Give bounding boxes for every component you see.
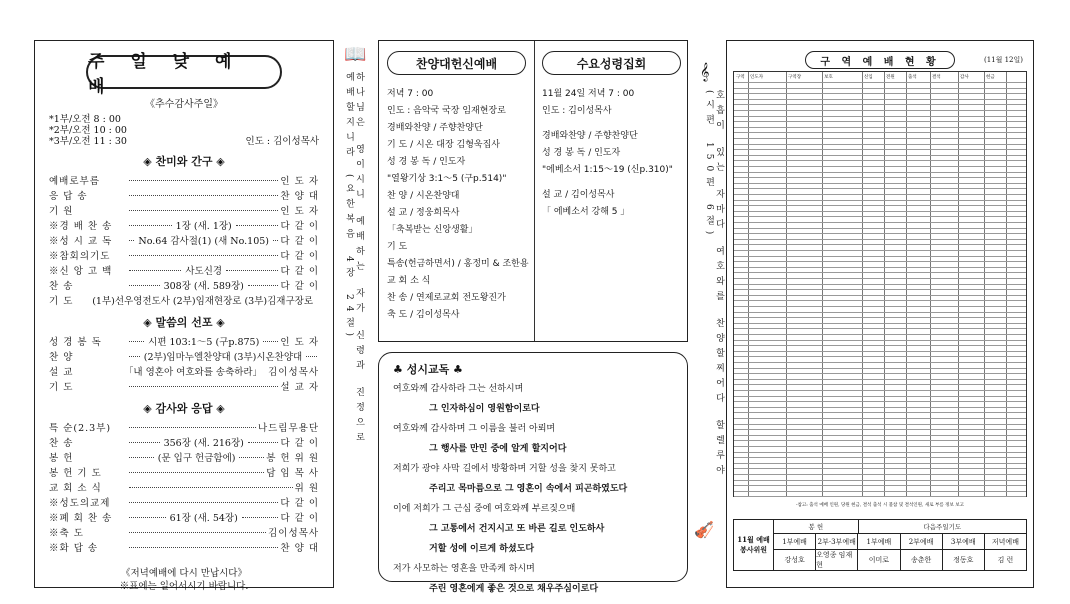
service-times (49, 114, 319, 147)
responsive-verse: 이에 저희가 그 근심 중에 여호와께 부르짖으매 (393, 504, 576, 514)
order-detail: 「내 영혼아 여호와를 송축하라」 (123, 367, 263, 378)
worship-order-row (49, 364, 319, 379)
table-row-line (734, 418, 1026, 419)
vertical-word: 하나님은 (354, 72, 364, 132)
table-row-line (734, 412, 1026, 413)
worship-order-row (49, 218, 319, 233)
volunteer-name: 강성호 (774, 550, 816, 570)
order-label: ※축 도 (49, 528, 84, 539)
table-header-cell: 헌금 (986, 75, 995, 80)
wednesday-service-line: 경배와찬양 / 주향찬양단 (542, 131, 638, 141)
order-label: 찬 송 (49, 438, 74, 449)
order-label: 설 교 (49, 367, 74, 378)
evening-service-line: 특송(헌금하면서) / 홍정미 & 조한용 (387, 259, 529, 269)
table-row-line (734, 317, 1026, 318)
order-person: 다 같 이 (280, 221, 320, 232)
dot-leader (129, 270, 181, 271)
table-row-line (734, 272, 1026, 273)
order-label: 기 도 (49, 296, 74, 307)
volunteer-role: 1부예배 (858, 534, 900, 549)
table-row-line (734, 334, 1026, 335)
order-label: ※화 답 송 (49, 543, 99, 554)
order-detail: 시편 103:1～5 (구p.875) (148, 337, 260, 348)
table-row-line (734, 172, 1026, 173)
table-header-cell: 구역 (736, 75, 745, 80)
vertical-word: (요한복음 (344, 174, 354, 244)
evening-service-line: 「축복받는 신앙생활」 (387, 225, 478, 235)
table-row-line (734, 233, 1026, 234)
table-row-line (734, 300, 1026, 301)
worship-order-row (49, 293, 319, 308)
dot-leader (273, 240, 278, 241)
volunteer-role: 3부예배 (943, 534, 985, 549)
dot-leader (129, 457, 154, 458)
order-person: 인 도 자 (280, 176, 319, 187)
time-1: *1부/오전 8 : 00 (49, 114, 121, 125)
wednesday-service-line: "에베소서 1:15～19 (신p.310)" (542, 165, 673, 175)
table-row-line (734, 362, 1026, 363)
table-row-line (734, 424, 1026, 425)
wednesday-service-column (534, 41, 689, 234)
table-row-line (734, 345, 1026, 346)
order-person: 다 같 이 (280, 236, 319, 247)
order-of-worship (49, 153, 319, 555)
wednesday-service-title: 수요성령집회 (542, 51, 681, 75)
worship-order-row (49, 203, 319, 218)
order-person: 김이성목사 (268, 528, 319, 539)
order-detail: (2부)임마누엘찬양대 (3부)시온찬양대 (143, 352, 303, 363)
dot-leader (306, 356, 317, 357)
table-row-line (734, 138, 1026, 139)
table-row-line (734, 446, 1026, 447)
worship-order-row (49, 379, 319, 394)
worship-order-row (49, 278, 319, 293)
table-row-line (734, 440, 1026, 441)
table-row-line (734, 368, 1026, 369)
order-label: ※폐 회 찬 송 (49, 513, 113, 524)
bible-icon: 📖 (344, 44, 367, 65)
worship-order-row (49, 248, 319, 263)
table-row-line (734, 82, 1026, 83)
order-label: 봉 헌 (49, 453, 74, 464)
table-row-line (734, 429, 1026, 430)
table-row-line (734, 160, 1026, 161)
responsive-reading-panel (378, 352, 688, 594)
time-3: *3부/오전 11 : 30 (49, 136, 127, 147)
table-row-line (734, 149, 1026, 150)
table-row-line (734, 435, 1026, 436)
table-header-cell: 인도자 (750, 75, 764, 80)
wednesday-service-line: 11월 24일 저녁 7 : 00 (542, 89, 635, 99)
order-label: ※참회의기도 (49, 251, 111, 262)
table-header-cell: 감사 (960, 75, 969, 80)
worship-order-row (49, 435, 319, 450)
responsive-verse: 주리고 목마름으로 그 영혼이 속에서 피곤하였도다 (429, 484, 628, 494)
dot-leader (239, 457, 264, 458)
sunday-service-panel (34, 40, 334, 592)
wednesday-service-line: 「 에베소서 강해 5 」 (542, 207, 630, 217)
wednesday-service-line: 인도 : 김이성목사 (542, 106, 612, 116)
responsive-verse: 주린 영혼에게 좋은 것으로 채우주심이로다 (429, 584, 599, 594)
worship-order-row (49, 495, 319, 510)
order-label: 봉 헌 기 도 (49, 468, 102, 479)
table-row-line (734, 328, 1026, 329)
volunteer-role: 2부·3부예배 (816, 534, 858, 549)
table-row-line (734, 110, 1026, 111)
worship-order-row (49, 334, 319, 349)
order-person: 다 같 이 (280, 498, 319, 509)
dot-leader (129, 547, 278, 548)
worship-order-row (49, 188, 319, 203)
dot-leader (129, 532, 266, 533)
dot-leader (129, 502, 278, 503)
cell-group-status-panel (726, 40, 1034, 588)
dot-leader (129, 180, 278, 181)
volunteer-role: 2부예배 (901, 534, 943, 549)
dot-leader (129, 427, 256, 428)
worship-order-row (49, 173, 319, 188)
worship-order-row (49, 263, 319, 278)
order-detail: 1장 (새. 1장) (175, 221, 232, 232)
evening-service-line: 기 도 (387, 242, 408, 252)
table-header-cell: 구역장 (788, 75, 802, 80)
order-detail: 308장 (새. 589장) (163, 281, 244, 292)
evening-service-line: 축 도 / 김이성목사 (387, 310, 460, 320)
dot-leader (263, 341, 278, 342)
dot-leader (129, 225, 172, 226)
order-label: ※성도의교제 (49, 498, 111, 509)
table-row-line (734, 88, 1026, 89)
responsive-verse: 여호와께 감사하라 그는 선하시며 (393, 384, 524, 394)
volunteer-name: 이미로 (858, 550, 900, 570)
order-person: 다 같 이 (280, 438, 320, 449)
evening-service-line: "열왕기상 3:1～5 (구p.514)" (387, 174, 507, 184)
table-row-line (734, 211, 1026, 212)
table-row-line (734, 295, 1026, 296)
order-person: 찬 양 대 (280, 543, 319, 554)
table-row-line (734, 323, 1026, 324)
table-row-line (734, 474, 1026, 475)
dot-leader (129, 356, 140, 357)
responsive-verse: 거할 성에 이르게 하셨도다 (429, 544, 535, 554)
volunteer-name: 오영종 임재현 (816, 550, 858, 570)
table-row-line (734, 396, 1026, 397)
cell-group-table (733, 71, 1027, 497)
evening-service-line: 찬 양 / 시온찬양대 (387, 191, 460, 201)
worship-order-row (49, 540, 319, 555)
order-detail: No.64 감사절(1) (새 No.105) (138, 236, 270, 247)
table-row-line (734, 390, 1026, 391)
table-row-line (734, 250, 1026, 251)
order-label: ※신 앙 고 백 (49, 266, 113, 277)
table-row-line (734, 356, 1026, 357)
volunteer-table (733, 519, 1027, 571)
table-row-line (734, 480, 1026, 481)
time-2: *2부/오전 10 : 00 (49, 125, 127, 136)
table-row-line (734, 340, 1026, 341)
table-row-line (734, 457, 1026, 458)
sunday-service-title: 주 일 낮 예 배 (86, 55, 282, 89)
section-title: ◈ 감사와 응답 ◈ (143, 402, 225, 415)
evening-service-line: 성 경 봉 독 / 인도자 (387, 157, 466, 167)
table-row-line (734, 312, 1026, 313)
dot-leader (242, 517, 279, 518)
table-row-line (734, 228, 1026, 229)
order-detail: 사도신경 (185, 266, 223, 277)
footer-note (49, 567, 319, 593)
vertical-word: 예배할지니라 (344, 72, 354, 162)
service-leader: 인도 : 김이성목사 (245, 136, 319, 147)
table-row-line (734, 132, 1026, 133)
vertical-word: 24절) (344, 294, 354, 343)
vertical-word: 4장 (344, 255, 354, 283)
wednesday-service-line: 성 경 봉 독 / 인도자 (542, 148, 621, 158)
table-row-line (734, 183, 1026, 184)
service-subtitle: 《추수감사주일》 (145, 99, 223, 110)
order-label: ※성 시 교 독 (49, 236, 113, 247)
dot-leader (129, 442, 160, 443)
worship-order-row (49, 525, 319, 540)
table-note: -참고: 출석 예배 인원, 당원 현금, 결석 출석 시 불참 및 결석인원, 새로 부름 정보 보고 (796, 503, 964, 508)
order-detail: (1부)선우영전도사 (2부)임재현장로 (3부)김재구장로 (92, 296, 313, 307)
vertical-word: 할렐루야 (714, 420, 724, 480)
table-row-line (734, 194, 1026, 195)
table-row-line (734, 127, 1026, 128)
scripture-vertical-left (344, 72, 364, 552)
worship-order-row (49, 420, 319, 435)
order-person: 위 원 (294, 483, 319, 494)
vertical-word: 여호와를 (714, 246, 724, 306)
volunteer-name: 정동호 (943, 550, 985, 570)
vertical-word: 6절) (704, 203, 714, 240)
order-person: 나드림무용단 (257, 423, 319, 434)
table-header-cell: 신입 (864, 75, 873, 80)
prayer-header: 다음주일기도 (923, 523, 962, 531)
table-row-line (734, 121, 1026, 122)
evening-service-line: 인도 : 음악국 국장 임재현장로 (387, 106, 506, 116)
table-row-line (734, 306, 1026, 307)
vertical-word: (시편 (704, 90, 714, 130)
worship-order-row (49, 465, 319, 480)
table-row-line (734, 244, 1026, 245)
cell-group-title: 구 역 예 배 현 황 (805, 51, 955, 69)
table-row-line (734, 284, 1026, 285)
worship-order-row (49, 233, 319, 248)
table-row-line (734, 379, 1026, 380)
order-label: 찬 양 (49, 352, 74, 363)
evening-services-panel (378, 40, 688, 342)
dot-leader (248, 285, 279, 286)
table-row-line (734, 200, 1026, 201)
table-row-line (734, 289, 1026, 290)
responsive-verse: 저가 사모하는 영혼을 만족케 하시며 (393, 564, 535, 574)
table-row-line (734, 216, 1026, 217)
section-title: ◈ 찬미와 간구 ◈ (143, 155, 225, 168)
dot-leader (129, 487, 293, 488)
evening-service-column (379, 41, 534, 337)
responsive-verse: 그 인자하심이 영원함이로다 (429, 404, 540, 414)
table-row-line (734, 256, 1026, 257)
table-row-line (734, 496, 1026, 497)
table-row-line (734, 351, 1026, 352)
order-detail: 61장 (새. 54장) (169, 513, 238, 524)
table-row-line (734, 116, 1026, 117)
table-header-cell: 결석 (932, 75, 941, 80)
dot-leader (129, 285, 160, 286)
worship-order-row (49, 510, 319, 525)
dot-leader (129, 240, 134, 241)
dot-leader (129, 386, 278, 387)
footer-line-2: ※표에는 일어서시기 바랍니다. (119, 581, 249, 592)
vertical-word: 150편 (704, 141, 714, 192)
table-row-line (734, 278, 1026, 279)
table-header-cell: 출석 (908, 75, 917, 80)
table-header-cell: 보호 (824, 75, 833, 80)
order-person: 인 도 자 (280, 337, 319, 348)
order-label: 예배로부름 (49, 176, 100, 187)
table-row-line (734, 188, 1026, 189)
table-row-line (734, 155, 1026, 156)
table-row-line (734, 166, 1026, 167)
order-label: 찬 송 (49, 281, 74, 292)
table-row-line (734, 267, 1026, 268)
table-row-line (734, 99, 1026, 100)
table-row-line (734, 452, 1026, 453)
vertical-word: 자마다 (714, 189, 724, 234)
worship-order-row (49, 349, 319, 364)
volunteer-name: 김 런 (997, 556, 1014, 564)
footer-line-1: 《저녁예배에 다시 만납시다》 (121, 568, 247, 579)
dot-leader (129, 472, 264, 473)
volunteer-role: 저녁예배 (991, 537, 1019, 546)
vertical-word: 신령과 (354, 330, 364, 375)
order-label: ※경 배 찬 송 (49, 221, 113, 232)
dot-leader (129, 255, 278, 256)
evening-service-line: 기 도 / 시온 대장 김형욱집사 (387, 140, 500, 150)
table-row-line (734, 177, 1026, 178)
vertical-word: 있는 (714, 147, 724, 177)
order-label: 교 회 소 식 (49, 483, 102, 494)
vertical-word: 영이시니 (354, 144, 364, 204)
evening-service-line: 저녁 7 : 00 (387, 89, 434, 99)
dot-leader (248, 442, 279, 443)
table-row-line (734, 144, 1026, 145)
table-row-line (734, 485, 1026, 486)
evening-service-line: 설 교 / 정웅희목사 (387, 208, 460, 218)
order-label: 기 도 (49, 382, 74, 393)
table-row-line (734, 261, 1026, 262)
table-row-line (734, 239, 1026, 240)
order-label: 응 답 송 (49, 191, 88, 202)
wednesday-service-line: 설 교 / 김이성목사 (542, 190, 615, 200)
table-row-line (734, 205, 1026, 206)
order-person: 인 도 자 (280, 206, 319, 217)
order-person: 다 같 이 (280, 513, 320, 524)
evening-service-line: 경배와찬양 / 주향찬양단 (387, 123, 483, 133)
vertical-word: 호흡이 (714, 90, 724, 135)
violin-icon: 🎻 (694, 520, 714, 539)
table-row-line (734, 384, 1026, 385)
evening-service-line: 교 회 소 식 (387, 276, 431, 286)
vertical-word: 예배하는 (354, 216, 364, 276)
dot-leader (226, 270, 278, 271)
table-header-cell: 전원 (886, 75, 895, 80)
table-row-line (734, 468, 1026, 469)
report-date: (11월 12일) (983, 56, 1023, 64)
offering-header: 봉 헌 (774, 520, 859, 533)
responsive-reading-title: ♣ 성시교독 ♣ (393, 363, 463, 376)
order-label: 성 경 봉 독 (49, 337, 102, 348)
dot-leader (129, 517, 166, 518)
volunteer-name: 송춘한 (901, 550, 943, 570)
order-person: 담 임 목 사 (266, 468, 319, 479)
order-person: 설 교 자 (280, 382, 319, 393)
music-note-icon: 𝄞 (700, 62, 710, 81)
table-row-line (734, 93, 1026, 94)
order-person: 다 같 이 (280, 281, 320, 292)
dot-leader (129, 210, 278, 211)
volunteer-role: 1부예배 (774, 534, 816, 549)
worship-order-row (49, 480, 319, 495)
worship-order-row (49, 450, 319, 465)
order-person: 다 같 이 (280, 251, 319, 262)
order-person: 다 같 이 (280, 266, 320, 277)
dot-leader (129, 341, 144, 342)
table-row-line (734, 104, 1026, 105)
responsive-verse: 저희가 광야 사막 길에서 방황하며 거할 성을 찾지 못하고 (393, 464, 616, 474)
responsive-verse: 그 행사를 만민 중에 알게 할지어다 (429, 444, 567, 454)
section-title: ◈ 말씀의 선포 ◈ (143, 316, 225, 329)
order-person: 찬 양 대 (280, 191, 319, 202)
evening-service-title: 찬양대헌신예배 (387, 51, 526, 75)
dot-leader (236, 225, 279, 226)
table-row-line (734, 222, 1026, 223)
order-label: 기 원 (49, 206, 74, 217)
table-row-line (734, 491, 1026, 492)
table-row-line (734, 407, 1026, 408)
vertical-word: 자가 (354, 288, 364, 318)
vertical-word: 진정으로 (354, 387, 364, 447)
order-person: 김이성목사 (268, 367, 319, 378)
table-row-line (734, 463, 1026, 464)
responsive-verse: 그 고통에서 건지시고 또 바른 길로 인도하사 (429, 524, 605, 534)
table-row-line (734, 373, 1026, 374)
evening-service-line: 찬 송 / 연제로교회 전도왕진가 (387, 293, 506, 303)
volunteer-label: 11월 예배 봉사위원 (734, 520, 774, 570)
order-label: 특 순(2.3부) (49, 423, 112, 434)
order-detail: (문 입구 헌금함에) (157, 453, 236, 464)
dot-leader (129, 195, 278, 196)
table-row-line (734, 401, 1026, 402)
scripture-vertical-right (704, 90, 724, 520)
responsive-verse: 여호와께 감사하며 그 이름을 불러 아뢰며 (393, 424, 556, 434)
vertical-word: 찬양할찌어다 (714, 318, 724, 408)
order-person: 봉 헌 위 원 (266, 453, 320, 464)
order-detail: 356장 (새. 216장) (163, 438, 244, 449)
